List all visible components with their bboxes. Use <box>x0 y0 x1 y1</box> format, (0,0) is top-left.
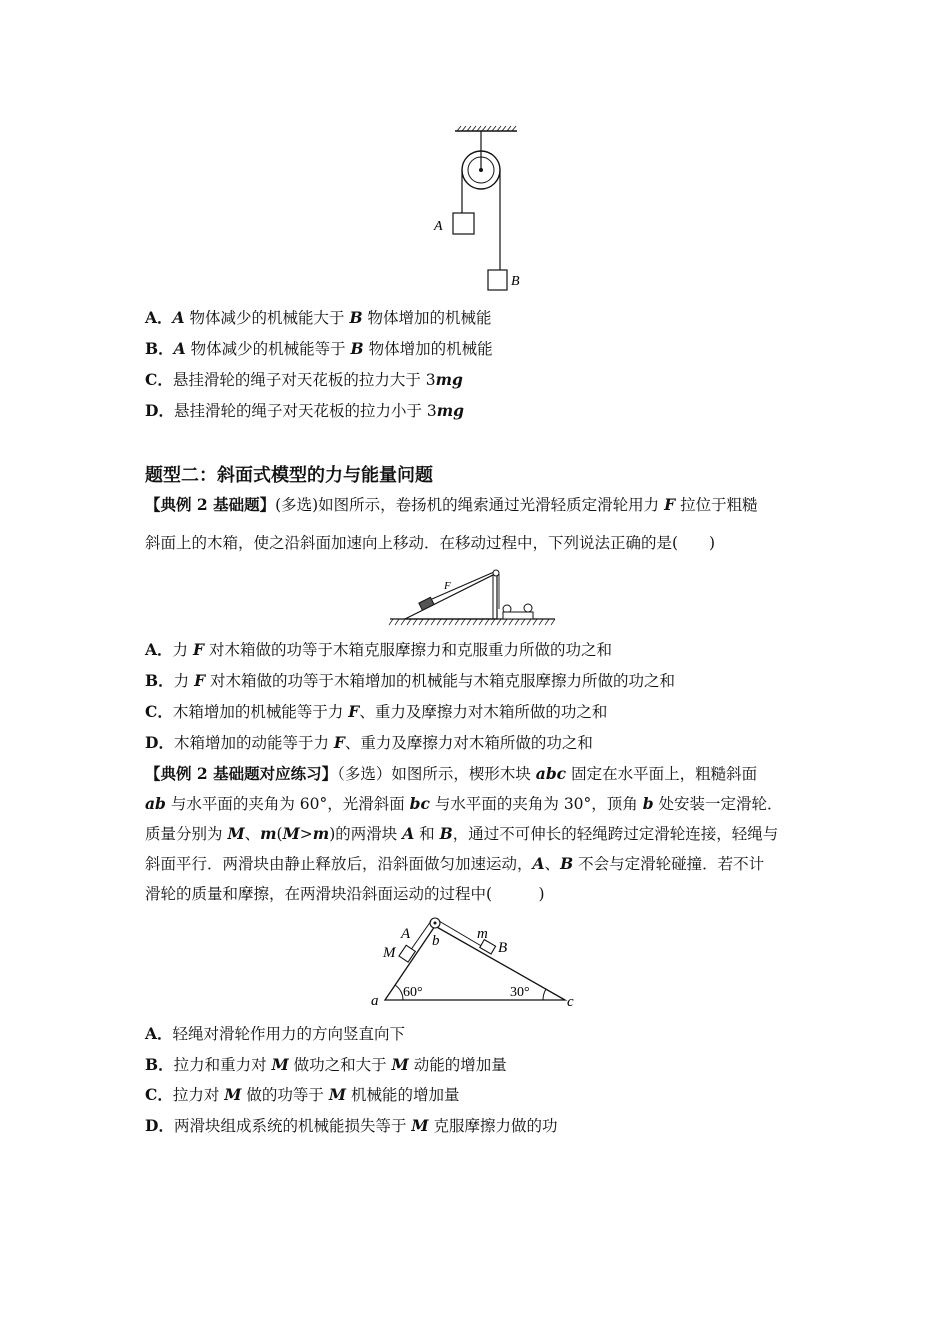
q3-option-c[interactable]: C．拉力对 M 做的功等于 M 机械能的增加量 <box>145 1085 460 1104</box>
q3-option-b[interactable]: B．拉力和重力对 M 做功之和大于 M 动能的增加量 <box>145 1055 507 1074</box>
q1-option-d[interactable]: D．悬挂滑轮的绳子对天花板的拉力小于 3mg <box>145 401 464 420</box>
q1-option-a[interactable]: A．A 物体减少的机械能大于 B 物体增加的机械能 <box>145 308 492 327</box>
pulley-figure <box>425 125 535 295</box>
label-f: F <box>444 580 451 592</box>
q3-stem-line3: 质量分别为 M、m(M>m)的两滑块 A 和 B，通过不可伸长的轻绳跨过定滑轮连接，轻绳与 <box>145 824 779 843</box>
q3-option-a[interactable]: A．轻绳对滑轮作用力的方向竖直向下 <box>145 1024 406 1043</box>
label-block-a: A <box>401 926 411 942</box>
label-block-b: B <box>498 940 508 956</box>
q2-option-c[interactable]: C．木箱增加的机械能等于力 F、重力及摩擦力对木箱所做的功之和 <box>145 702 608 721</box>
block-b <box>488 270 507 290</box>
label-angle-30: 30° <box>510 985 530 1000</box>
label-vertex-a: a <box>371 993 379 1009</box>
label-vertex-c: c <box>567 994 574 1010</box>
block-a <box>453 213 474 234</box>
label-angle-60: 60° <box>403 985 423 1000</box>
q2-option-d[interactable]: D．木箱增加的动能等于力 F、重力及摩擦力对木箱所做的功之和 <box>145 733 593 752</box>
q1-option-b[interactable]: B．A 物体减少的机械能等于 B 物体增加的机械能 <box>145 339 493 358</box>
q1-option-c[interactable]: C．悬挂滑轮的绳子对天花板的拉力大于 3mg <box>145 370 463 389</box>
label-mass-m-big: M <box>383 945 396 961</box>
label-b: B <box>511 274 520 289</box>
label-a: A <box>434 219 443 234</box>
q2-option-b[interactable]: B．力 F 对木箱做的功等于木箱增加的机械能与木箱克服摩擦力所做的功之和 <box>145 671 676 690</box>
q2-option-a[interactable]: A．力 F 对木箱做的功等于木箱克服摩擦力和克服重力所做的功之和 <box>145 640 612 659</box>
wedge-figure <box>365 912 580 1012</box>
q3-stem-line1: 【典例 2 基础题对应练习】（多选）如图所示，楔形木块 abc 固定在水平面上，粗糙斜面 <box>145 764 758 783</box>
q3-stem-line4: 斜面平行．两滑块由静止释放后，沿斜面做匀加速运动，A、B 不会与定滑轮碰撞．若不计 <box>145 854 765 873</box>
section-heading: 题型二：斜面式模型的力与能量问题 <box>145 465 433 486</box>
label-mass-m-small: m <box>477 926 488 942</box>
q3-stem-line2: ab 与水平面的夹角为 60°，光滑斜面 bc 与水平面的夹角为 30°，顶角 b 处安装一定滑轮． <box>145 794 783 813</box>
q3-option-d[interactable]: D．两滑块组成系统的机械能损失等于 M 克服摩擦力做的功 <box>145 1116 558 1135</box>
q2-stem-line1: 【典例 2 基础题】(多选)如图所示，卷扬机的绳索通过光滑轻质定滑轮用力 F 拉位于粗糙 <box>145 495 758 514</box>
incline-winch-figure <box>385 565 560 627</box>
q3-stem-line5: 滑轮的质量和摩擦，在两滑块沿斜面运动的过程中( ) <box>145 885 545 903</box>
label-vertex-b: b <box>432 933 440 949</box>
q2-stem-line2: 斜面上的木箱，使之沿斜面加速向上移动．在移动过程中，下列说法正确的是( ) <box>145 534 716 552</box>
